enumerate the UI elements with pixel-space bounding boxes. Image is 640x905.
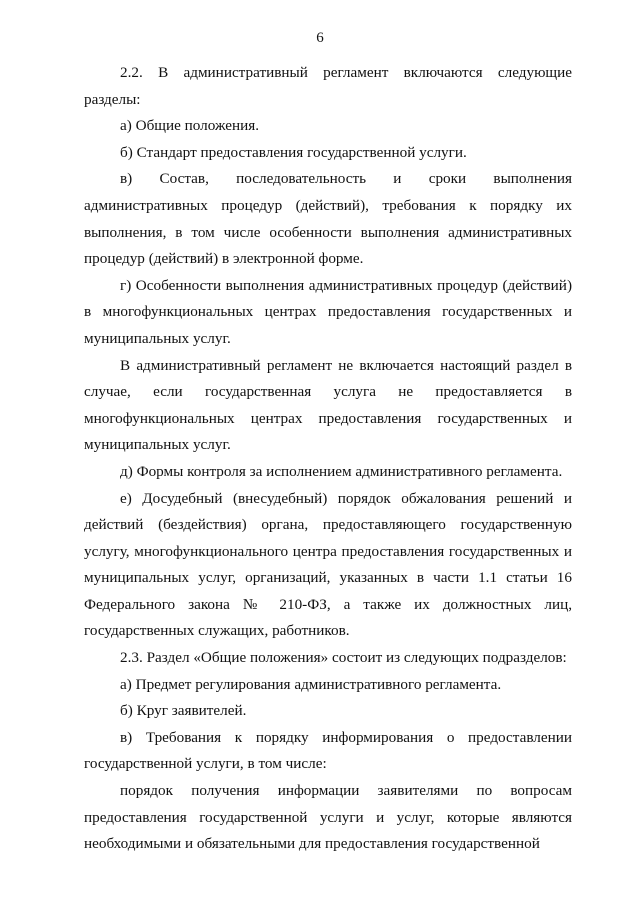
paragraph-2-3-a: а) Предмет регулирования административного регламента.	[120, 675, 502, 693]
paragraph-v: в) Состав, последовательность и сроки выполнения административных процедур (действий), требования к порядку их выполнения, в том числе особенности выполнения административных процедур (действий) в электронной форме.	[84, 170, 572, 268]
paragraph-exclusion-note: В административный регламент не включается настоящий раздел в случае, если государственная услуга не предоставляется в многофункциональных центрах предоставления государственных и муниципальных услуг.	[84, 356, 572, 454]
paragraph-2-3-b: б) Круг заявителей.	[120, 702, 247, 720]
paragraph-info-procedure: порядок получения информации заявителями по вопросам предоставления государственной услуги и услуг, которые являются необходимыми и обязательными для предоставления государственной	[84, 782, 572, 853]
paragraph-2-3-v: в) Требования к порядку информирования о предоставлении государственной услуги, в том числе:	[84, 728, 572, 773]
paragraph-2-3: 2.3. Раздел «Общие положения» состоит из следующих подразделов:	[120, 649, 567, 667]
paragraph-d: д) Формы контроля за исполнением административного регламента.	[120, 462, 563, 480]
paragraph-g: г) Особенности выполнения административных процедур (действий) в многофункциональных центрах предоставления государственных и муниципальных услуг.	[84, 276, 572, 347]
paragraph-a: а) Общие положения.	[120, 117, 260, 135]
paragraph-b: б) Стандарт предоставления государственной услуги.	[120, 143, 467, 161]
document-body	[84, 60, 572, 858]
paragraph-e: е) Досудебный (внесудебный) порядок обжалования решений и действий (бездействия) органа, предоставляющего государственную услугу, многофункционального центра предоставления государственных и муниципальных услуг, организаций, указанных в части 1.1 статьи 16 Федерального закона № 210-ФЗ, а также их должностных лиц, государственных служащих, работников.	[84, 489, 572, 640]
paragraph-2-2: 2.2. В административный регламент включаются следующие разделы:	[84, 64, 572, 108]
page-number: 6	[316, 30, 324, 46]
